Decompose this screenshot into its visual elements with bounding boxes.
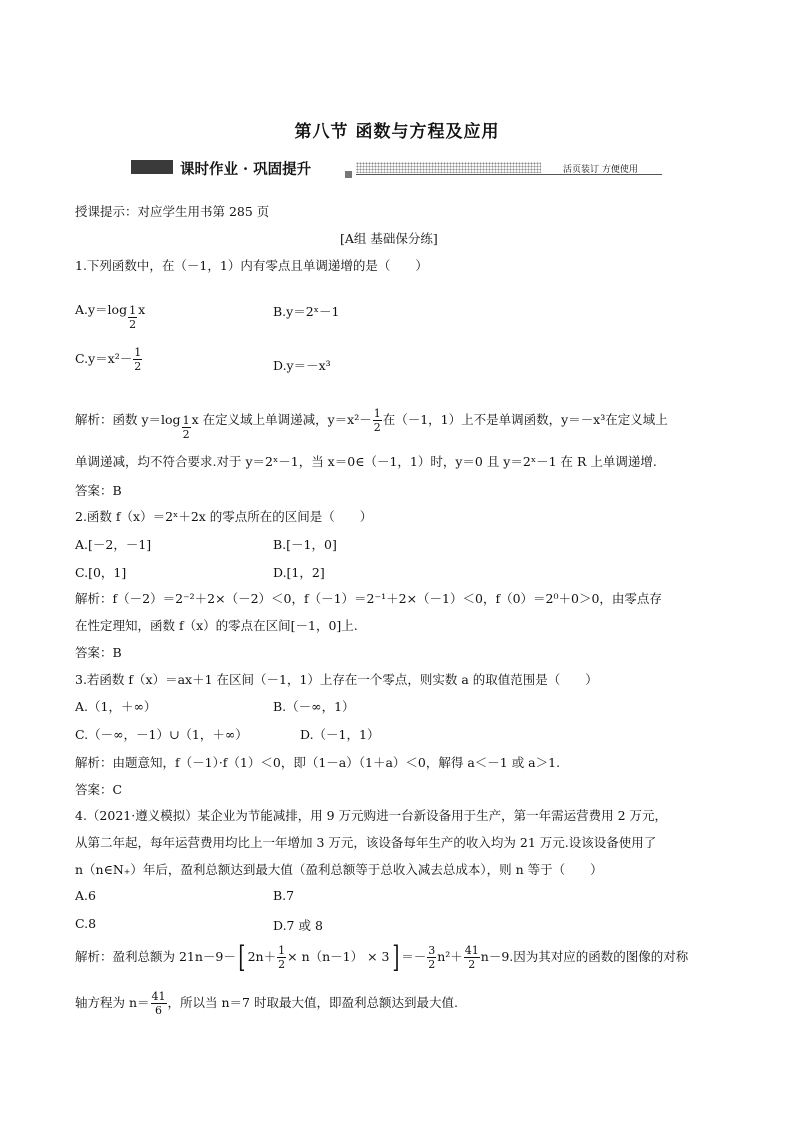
q4-solution-line1: 解析：盈利总额为 21n－9－[ 2n＋ $\frac{1}{2}$ × n（n－1） × 3] ＝－ $\frac{3}{2}$ n²＋ $\frac{41}{2}$ n－9.因为其对应的函数的图像的对称 bbox=[75, 939, 689, 975]
q3-stem: 3.若函数 f（x）＝ax＋1 在区间（－1，1）上存在一个零点，则实数 a 的取值范围是（ ） bbox=[75, 672, 598, 687]
q4-option-d: D.7 或 8 bbox=[273, 918, 323, 933]
q3-answer: 答案：C bbox=[75, 782, 123, 797]
q3-option-d: D.（－1，1） bbox=[300, 727, 380, 742]
q4-solution-line2: 轴方程为 n＝ $\frac{41}{6}$ ，所以当 n＝7 时取最大值，即盈利总额达到最大值. bbox=[75, 990, 458, 1017]
q2-option-d: D.[1，2] bbox=[273, 565, 325, 580]
q1-option-a-text: A.y＝log bbox=[75, 302, 128, 317]
header-bar-dots bbox=[356, 162, 541, 173]
q2-solution-line2: 在性定理知，函数 f（x）的零点在区间[－1，0]上. bbox=[75, 618, 358, 633]
q2-option-b: B.[－1，0] bbox=[273, 537, 337, 552]
q4-option-a: A.6 bbox=[75, 888, 96, 903]
q1-solution-line2: 单调递减，均不符合要求.对于 y＝2ˣ－1，当 x＝0∈（－1，1）时，y＝0 且 y＝2ˣ－1 在 R 上单调递增. bbox=[75, 454, 657, 469]
q4-option-c: C.8 bbox=[75, 916, 97, 931]
q1-option-c: C.y＝x²－ $\frac{1}{2}$ bbox=[75, 346, 142, 373]
homework-banner-title: 课时作业 · 巩固提升 bbox=[180, 161, 312, 178]
q2-option-a: A.[－2，－1] bbox=[75, 537, 152, 552]
q1-answer: 答案：B bbox=[75, 483, 122, 498]
q3-option-c: C.（－∞，－1）∪（1，＋∞） bbox=[75, 727, 248, 742]
q4-option-b: B.7 bbox=[273, 888, 295, 903]
q2-stem: 2.函数 f（x）＝2ˣ＋2x 的零点所在的区间是（ ） bbox=[75, 509, 373, 524]
q3-option-b: B.（－∞，1） bbox=[273, 699, 355, 714]
q4-stem-line3: n（n∈N₊）年后，盈利总额达到最大值（盈利总额等于总收入减去总成本），则 n 等于（ ） bbox=[75, 862, 603, 877]
q3-option-a: A.（1，＋∞） bbox=[75, 699, 157, 714]
q1-option-b: B.y＝2ˣ－1 bbox=[273, 304, 340, 319]
q2-option-c: C.[0，1] bbox=[75, 565, 127, 580]
q2-solution-line1: 解析：f（－2）＝2⁻²＋2×（－2）＜0，f（－1）＝2⁻¹＋2×（－1）＜0，f（0）＝2⁰＋0＞0，由零点存 bbox=[75, 591, 662, 606]
group-heading: [A组 基础保分练] bbox=[340, 231, 438, 246]
q1-stem: 1.下列函数中，在（－1，1）内有零点且单调递增的是（ ） bbox=[75, 258, 428, 273]
q2-answer: 答案：B bbox=[75, 645, 122, 660]
q3-solution: 解析：由题意知，f（－1）·f（1）＜0，即（1－a）（1＋a）＜0，解得 a＜－1 或 a＞1. bbox=[75, 755, 561, 770]
teaching-hint: 授课提示：对应学生用书第 285 页 bbox=[75, 204, 270, 219]
q1-option-d: D.y＝－x³ bbox=[273, 358, 331, 373]
section-title: 第八节 函数与方程及应用 bbox=[294, 122, 500, 142]
header-bar-note: 活页装订 方便使用 bbox=[563, 165, 638, 175]
header-bar-block bbox=[131, 160, 173, 174]
q4-stem-line1: 4.（2021·遵义模拟）某企业为节能减排，用 9 万元购进一台新设备用于生产，第一年需运营费用 2 万元， bbox=[75, 808, 668, 823]
q4-stem-line2: 从第二年起，每年运营费用均比上一年增加 3 万元，该设备每年生产的收入均为 21 万元.设该设备使用了 bbox=[75, 835, 657, 850]
q1-option-a: A.y＝log $\frac{1}{2}$ x bbox=[75, 302, 146, 331]
header-bar-square bbox=[345, 171, 352, 178]
q1-solution-line1: 解析：函数 y＝log $\frac{1}{2}$ x 在定义域上单调递减，y＝x²－ $\frac{1}{2}$ 在（－1，1）上不是单调函数，y＝－x³在定义域上 bbox=[75, 407, 668, 441]
